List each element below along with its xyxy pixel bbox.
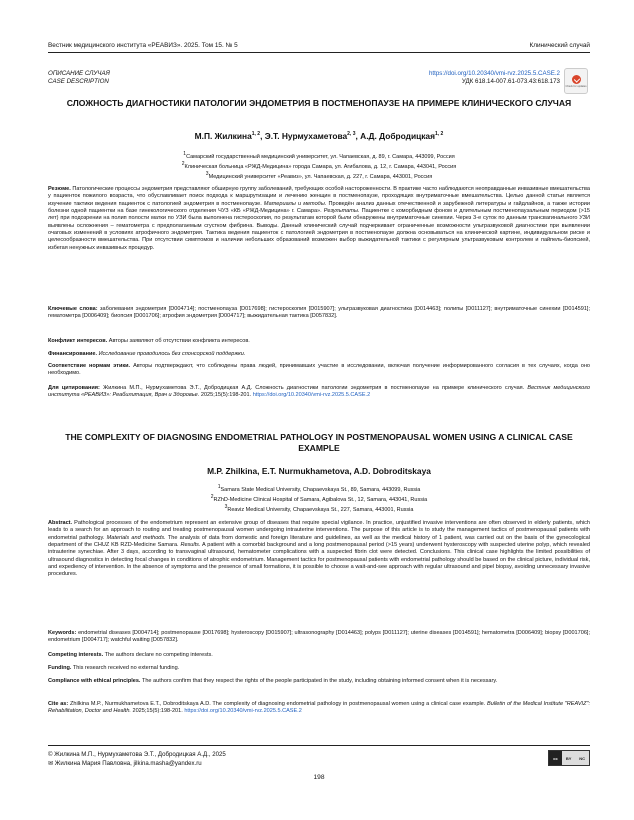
aff-en-1: Samara State Medical University, Chapaevskaya St., 89, Samara, 443099, Russia [220,486,421,493]
ethics-ru [48,363,590,378]
authors-en: M.P. Zhilkina, E.T. Nurmukhametova, A.D. Dobroditskaya [207,466,431,476]
article-meta [429,70,560,86]
funding-text: Исследование проводилось без спонсорской поддержки. [98,351,246,357]
results-en-label: Results. [180,542,201,549]
contact-email[interactable]: ✉ Жилкина Мария Павловна, jilkina.masha@yandex.ru [48,760,202,767]
abstract-ru [48,186,590,252]
aff-en-2: RZhD-Medicine Clinical Hospital of Samara, Agibalova St., 12, Samara, 443041, Russia [213,497,428,504]
ethics-en-label: Compliance with ethical principles. [48,678,141,684]
cite-journal: Вестник медицинского института «РЕАВИЗ»: Реабилитация, Врач и Здоровье. [48,385,590,399]
funding-ru [48,351,590,358]
keywords-label: Ключевые слова: [48,306,98,312]
methods-text: Проведён анализ данных отечественной и зарубежной литературы и гайдлайнов, а также истории болезни одной пациентки на базе гинекологического отделения ЧУЗ «КБ «РЖД-Медицина» г. Самара». [48,200,591,215]
aff-ru-2: Клиническая больница «РЖД-Медицина» города Самара, ул. Агибалова, д. 12, г. Самара, 443041, Россия [184,164,457,171]
cite-text: Жилкина М.П., Нурмухаметова Э.Т., Добродицкая А.Д. Сложность диагностики патологии эндометрия в постменопаузе на примере клинического случая. [103,385,525,391]
running-header [48,42,590,49]
title-en: THE COMPLEXITY OF DIAGNOSING ENDOMETRIAL PATHOLOGY IN POSTMENOPAUSAL WOMEN USING A CLINICAL CASE EXAMPLE [65,432,573,453]
cite-doi-link[interactable]: https://doi.org/10.20340/vmi-rvz.2025.5.CASE.2 [252,392,371,399]
type-en: CASE DESCRIPTION [48,78,109,85]
aff-ru-1: Самарский государственный медицинский университет, ул. Чапаевская, д. 89, г. Самара, 443099, Россия [186,153,455,160]
authors-ru: М.П. Жилкина$^{1, 2}$, Э.Т. Нурмухаметова$^{2, 3}$, А.Д. Добродицкая$^{1, 2}$ [194,131,444,141]
cc-icon: cc [549,751,562,765]
by-icon: BY [565,755,572,761]
results-label: Результаты. [323,208,360,215]
keywords-text: заболевания эндометрия [D004714]; постменопауза [D017698]; гистероскопия [D015907]; ультразвуковая диагностика [D014463]; полипы [D011127]; внутриматочные синехии [D014591]; гематометра [D006409]; биопсия [D001706]; атрофия эндометрия [D004717]; выжидательная тактика [D057832]. [48,306,590,320]
cite-tail: 2025;15(5):198-201. [200,392,252,399]
footer-divider [48,745,590,746]
competing-en [48,652,590,659]
affiliations-ru: $^1$Самарский государственный медицинский университет, ул. Чапаевская, д. 89, г. Самара, 443099, Россия $^2$Клиническая больница «РЖД-Медицина» города Самара, ул. Агибалова, д. 12, г. Самара, 443041, Россия $^3$Медицинский университет «Реавиз», ул. Чапаевская, д. 227, г. Самара, 443001, Россия [181,151,457,181]
keywords-en-label: Keywords: [48,630,77,636]
cite-label: Для цитирования: [48,385,100,391]
aff-ru-3: Медицинский университет «Реавиз», ул. Чапаевская, д. 227, г. Самара, 443001, Россия [208,174,433,181]
journal-name: Вестник медицинского института «РЕАВИЗ». 2025. Том 15. № 5 [48,42,238,49]
abstract-en [48,520,590,579]
abstract-en-text: Pathological processes of the endometrium represent an extensive group of diseases that require special vigilance. In practice, unjustified invasive interventions are often observed in elderly patients, which leads to a search for an approach to routing and treating postmenopausal women undergoing intrauterine interventions. The purpose of this article is to study the management tactics of postmenopausal patients with endometrial pathology. [48,520,590,541]
funding-label: Финансирование. [48,351,98,357]
page-number: 198 [313,774,325,781]
cc-license-badge[interactable] [548,750,590,766]
cite-en-doi-link[interactable]: https://doi.org/10.20340/vmi-rvz.2025.5.CASE.2 [184,708,302,715]
ethics-text: Авторы подтверждают, что соблюдены права людей, принимавших участие в исследовании, включая получение информированного согласия в тех случаях, когда оно необходимо. [48,363,590,377]
nc-icon: NC [579,755,586,761]
doi-link[interactable]: https://doi.org/10.20340/vmi-rvz.2025.5.CASE.2 [428,70,560,77]
citation-en [48,701,590,716]
methods-en-text: The analysis of data from domestic and foreign literature and guidelines, as well as the medical history of 1 patient, was carried out on the basis of the gynecological department of the CHUZ KB RZD-Medicine Samara. [48,534,590,549]
conflict-text: Авторы заявляют об отсутствии конфликта интересов. [108,338,250,344]
conflict-ru [48,338,590,345]
ethics-en [48,678,590,685]
author-1: М.П. Жилкина [194,131,252,141]
author-3-sup: 1, 2 [434,131,444,138]
conflict-label: Конфликт интересов. [48,338,108,344]
aff-en-3: Reaviz Medical University, Chapaevskaya St., 227, Samara, 443001, Russia [227,507,414,514]
check-updates-badge[interactable] [564,68,588,94]
results-en-text: A patient with a comorbid background and a long postmenopausal period (>15 years) underwent hysteroscopy with suspected uterine polyp, which revealed intrauterine synechiae. After 3 days, according to transvaginal ultrasound, hematometer complications with a suspected fibrin clot were detected. Conclusions. This clinical case highlights the limited possibilities of ultrasound diagnostics in detecting focal changes in conditions of atrophic endometrium. Management tactics for postmenopausal patients with endometrial pathology should be based on the clinical picture, individual risk, and expediency of intervention. In the absence of symptoms and the presence of small formations, it is possible to choose a wait-and-see approach with regular ultrasound and pipel biopsy, avoiding unnecessary invasive procedures. [48,542,590,578]
cite-en-journal: Bulletin of the Medical Institute "REAVIZ": Rehabilitation, Doctor and Health. [48,701,590,715]
footer [48,750,226,768]
ethics-label: Соответствие нормам этики. [48,363,131,369]
funding-en [48,665,590,672]
cite-en-tail: 2025;15(5):198-201. [132,708,183,715]
funding-en-text: This research received no external funding. [72,665,180,671]
competing-text: The authors declare no competing interests. [104,652,213,658]
article-page [48,0,590,820]
udc: УДК 618.14-007.61-073.43:618.173 [461,78,560,85]
keywords-en [48,630,590,645]
section-name: Клинический случай [529,42,590,49]
abstract-text: Патологические процессы эндометрия представляют обширную группу заболеваний, требующих особой настороженности. В практике часто наблюдаются неоправданные инвазивные вмешательства у пациенток пожилого возраста, что обуславливает поиск подхода к маршрутизации и лечению женщин в постменопаузе, проходящих внутриматочные вмешательства. Целью данной статьи является изучение тактики ведения пациенток с патологией эндометрия в постменопаузе. [48,186,590,207]
citation-ru [48,385,590,400]
methods-en-label: Materials and methods. [106,534,166,541]
cite-en-label: Cite as: [48,701,69,707]
funding-en-label: Funding. [48,665,72,671]
methods-label: Материалы и методы. [263,200,327,207]
check-icon [572,75,581,84]
abstract-label: Резюме. [48,186,71,192]
header-divider [48,52,590,53]
abstract-en-label: Abstract. [48,520,73,526]
type-ru: ОПИСАНИЕ СЛУЧАЯ [48,70,110,77]
author-1-sup: 1, 2 [251,131,261,138]
ethics-en-text: The authors confirm that they respect the rights of the people participated in the study, including obtaining informed consent when it is necessary. [141,678,498,684]
keywords-en-text: endometrial diseases [D004714]; postmenopause [D017698]; hysteroscopy [D015907]; ultrasonography [D014463]; polyps [D011127]; uterine diseases [D014591]; hematometra [D006409]; biopsy [D001706]; endometrium [D004717]; watchful waiting [D057832]. [48,630,590,644]
title-ru: СЛОЖНОСТЬ ДИАГНОСТИКИ ПАТОЛОГИИ ЭНДОМЕТРИЯ В ПОСТМЕНОПАУЗЕ НА ПРИМЕРЕ КЛИНИЧЕСКОГО СЛУЧАЯ [66,98,572,108]
author-2: Э.Т. Нурмухаметова [264,131,348,141]
author-3: А.Д. Добродицкая [360,131,435,141]
results-text: Пациентке с коморбидным фоном и длительным постменопаузальным периодом (>15 лет) при подозрении на полип полости матки по УЗИ была выполнена гистероскопия, по результатам которой были обнаружены внутриматочные синехии. Через 3-е суток по данным трансвагинального УЗИ выявлены осложнения – гематометра с предполагаемым сгустком фибрина. Выводы. Данный клинический случай подчеркивает ограниченные возможности ультразвуковой диагностики при выявлении очаговых изменений в условиях атрофичного эндометрия. Тактика ведения пациенток с патологией эндометрия в постменопаузе должна основываться на клинической картине, индивидуальном риске и целесообразности вмешательства. При отсутствии симптомов и наличии небольших образований возможен выбор выжидательной тактики с регулярным ультразвуковым контролем и пайпель-биопсией, избегая ненужных инвазивных процедур. [48,208,590,251]
badge-label: Check for updates [565,84,587,88]
cite-en-text: Zhilkina M.P., Nurmukhametova E.T., Dobroditskaya A.D. The complexity of diagnosing endometrial pathology in postmenopausal women using a clinical case example. [69,701,486,707]
keywords-ru [48,306,590,321]
author-2-sup: 2, 3 [347,131,356,138]
competing-label: Competing interests. [48,652,104,658]
affiliations-en: $^1$Samara State Medical University, Chapaevskaya St., 89, Samara, 443099, Russia $^2$RZhD-Medicine Clinical Hospital of Samara, Agibalova St., 12, Samara, 443041, Russia $^3$Reaviz Medical University, Chapaevskaya St., 227, Samara, 443001, Russia [210,484,428,514]
article-type [48,70,110,86]
copyright: © Жилкина М.П., Нурмухаметова Э.Т., Добродицкая А.Д., 2025 [48,751,226,758]
